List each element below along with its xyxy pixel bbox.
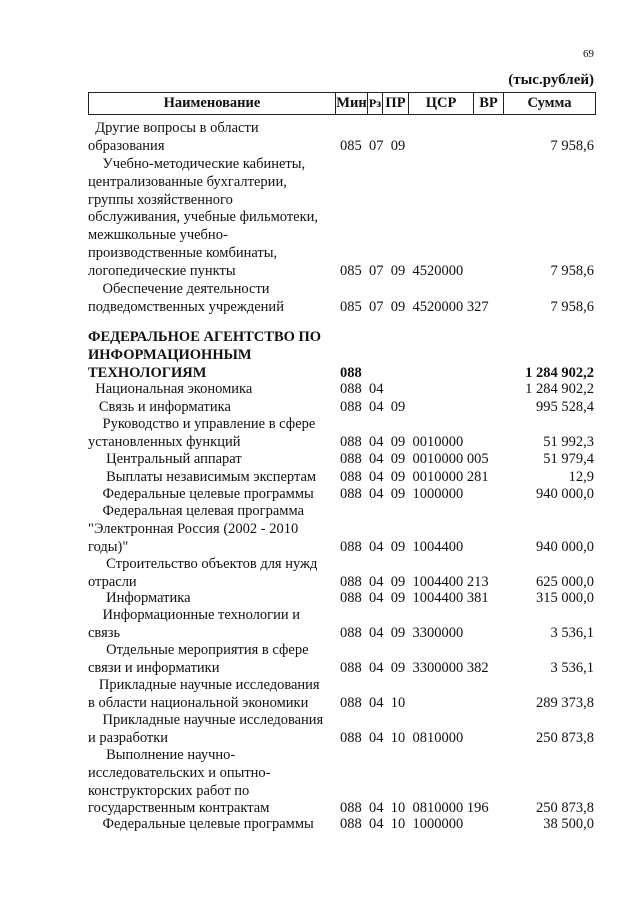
row-name [88, 156, 338, 281]
row-name-line: Информатика [88, 590, 191, 606]
row-code: 088 04 09 3300000 382 [340, 659, 489, 676]
row-sum: 7 958,6 [550, 262, 594, 279]
table-row [0, 451, 640, 469]
header-sum: Сумма [503, 93, 595, 114]
row-name-line: централизованные бухгалтерии, [88, 173, 287, 190]
row-name-line: ИНФОРМАЦИОННЫМ [88, 346, 252, 363]
row-sum: 3 536,1 [550, 624, 594, 641]
row-name-line: конструкторских работ по [88, 782, 250, 799]
row-code: 088 04 09 0010000 281 [340, 469, 489, 485]
row-name [88, 381, 338, 399]
row-name-line: межшкольные учебно- [88, 227, 228, 244]
row-name-line: Руководство и управление в сфере [88, 416, 316, 432]
row-name [88, 712, 338, 748]
row-sum: 315 000,0 [536, 590, 594, 606]
row-code: 088 04 09 3300000 [340, 624, 464, 641]
table-row [0, 607, 640, 643]
table-row [0, 677, 640, 713]
row-name [88, 451, 338, 469]
row-sum: 7 958,6 [550, 298, 594, 315]
row-name-line: отрасли [88, 573, 137, 590]
row-code: 088 04 10 [340, 694, 406, 711]
table-row [0, 816, 640, 834]
table-row [0, 120, 640, 156]
row-code: 088 04 [340, 381, 384, 397]
page-number: 69 [583, 48, 594, 60]
row-code: 088 04 09 1000000 [340, 486, 464, 502]
row-code: 088 04 09 [340, 399, 406, 415]
row-name [88, 816, 338, 834]
row-name-line: Другие вопросы в области [88, 120, 259, 136]
row-name-line: Прикладные научные исследования [88, 677, 320, 693]
row-name-line: Учебно-методические кабинеты, [88, 156, 306, 172]
table-row [0, 381, 640, 399]
row-code: 088 04 09 1004400 213 [340, 573, 489, 590]
row-name [88, 469, 338, 487]
row-sum: 51 979,4 [543, 451, 594, 467]
row-sum: 7 958,6 [550, 137, 594, 154]
row-name [88, 607, 338, 643]
row-sum: 625 000,0 [536, 573, 594, 590]
row-name-line: Национальная экономика [88, 381, 253, 397]
row-code: 088 04 10 1000000 [340, 816, 464, 832]
row-name-line: Федеральные целевые программы [88, 816, 314, 832]
row-name-line: образования [88, 137, 165, 154]
row-name [88, 281, 338, 317]
row-code: 085 07 09 [340, 137, 406, 154]
header-name: Наименование [163, 95, 261, 111]
row-name-line: Строительство объектов для нужд [88, 556, 318, 572]
row-code: 085 07 09 4520000 327 [340, 298, 489, 315]
table-row [0, 281, 640, 317]
row-name [88, 329, 338, 382]
header-min: Мин [335, 93, 367, 114]
table-row [0, 747, 640, 818]
table-row [0, 712, 640, 748]
row-code: 088 04 10 0810000 [340, 729, 464, 746]
table-row [0, 156, 640, 281]
row-sum: 51 992,3 [543, 433, 594, 450]
table-row [0, 486, 640, 504]
row-name-line: "Электронная Россия (2002 - 2010 [88, 520, 299, 537]
row-name-line: группы хозяйственного [88, 191, 233, 208]
row-sum: 250 873,8 [536, 729, 594, 746]
row-name-line: производственные комбинаты, [88, 244, 278, 261]
row-code: 088 04 10 0810000 196 [340, 800, 489, 817]
row-name-line: государственным контрактам [88, 800, 270, 817]
row-name [88, 677, 338, 713]
row-name-line: в области национальной экономики [88, 694, 309, 711]
row-sum: 3 536,1 [550, 659, 594, 676]
row-name-line: Прикладные научные исследования [88, 712, 324, 728]
row-name-line: ТЕХНОЛОГИЯМ [88, 364, 207, 381]
table-row [0, 642, 640, 678]
row-name-line: связь [88, 624, 121, 641]
row-sum: 250 873,8 [536, 800, 594, 817]
row-name-line: установленных функций [88, 433, 241, 450]
row-name-line: подведомственных учреждений [88, 298, 284, 315]
table-row [0, 399, 640, 417]
row-name-line: логопедические пункты [88, 262, 236, 279]
row-sum: 940 000,0 [536, 538, 594, 555]
row-name-line: Федеральные целевые программы [88, 486, 314, 502]
units-label: (тыс.рублей) [508, 72, 594, 88]
row-code: 088 04 09 1004400 381 [340, 590, 489, 606]
row-sum: 1 284 902,2 [525, 364, 594, 381]
table-header [88, 92, 596, 115]
row-name [88, 399, 338, 417]
table-row [0, 469, 640, 487]
row-name [88, 590, 338, 608]
header-pr: ПР [382, 93, 408, 114]
row-name-line: годы)" [88, 538, 129, 555]
row-code: 088 [340, 364, 362, 381]
row-name-line: ФЕДЕРАЛЬНОЕ АГЕНТСТВО ПО [88, 329, 322, 345]
row-code: 088 04 09 1004400 [340, 538, 464, 555]
row-sum: 12,9 [568, 469, 594, 485]
row-name-line: Информационные технологии и [88, 607, 300, 623]
row-code: 088 04 09 0010000 005 [340, 451, 489, 467]
row-name-line: Отдельные мероприятия в сфере [88, 642, 309, 658]
row-name [88, 747, 338, 818]
header-vr: ВР [473, 93, 503, 114]
row-sum: 1 284 902,2 [525, 381, 594, 397]
row-name [88, 642, 338, 678]
row-name [88, 556, 338, 592]
row-code: 085 07 09 4520000 [340, 262, 464, 279]
table-row [0, 590, 640, 608]
row-name-line: Обеспечение деятельности [88, 281, 270, 297]
row-sum: 289 373,8 [536, 694, 594, 711]
row-name [88, 503, 338, 556]
row-name-line: исследовательских и опытно- [88, 764, 271, 781]
row-name-line: Федеральная целевая программа [88, 503, 304, 519]
row-name-line: обслуживания, учебные фильмотеки, [88, 209, 319, 226]
header-rz: Рз [367, 93, 382, 114]
row-sum: 940 000,0 [536, 486, 594, 502]
row-name [88, 486, 338, 504]
row-sum: 995 528,4 [536, 399, 594, 415]
row-sum: 38 500,0 [543, 816, 594, 832]
row-name-line: и разработки [88, 729, 169, 746]
row-name [88, 416, 338, 452]
row-name-line: Выполнение научно- [88, 747, 236, 763]
row-name-line: Выплаты независимым экспертам [88, 469, 317, 485]
table-row [0, 556, 640, 592]
table-row [0, 503, 640, 556]
row-name-line: Связь и информатика [88, 399, 231, 415]
row-code: 088 04 09 0010000 [340, 433, 464, 450]
row-name-line: связи и информатики [88, 659, 220, 676]
row-name [88, 120, 338, 156]
header-csr: ЦСР [408, 93, 473, 114]
table-row [0, 329, 640, 382]
row-name-line: Центральный аппарат [88, 451, 242, 467]
table-row [0, 416, 640, 452]
